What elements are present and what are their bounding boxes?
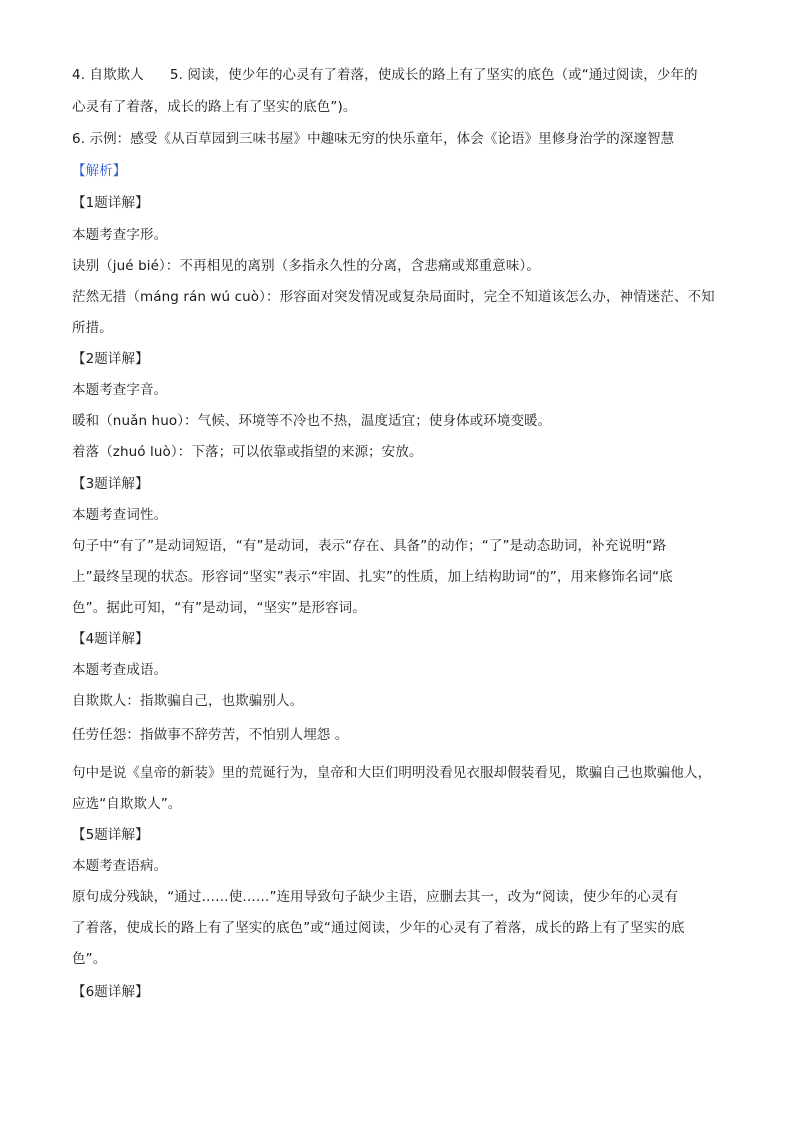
q6-heading: 【6题详解】 (72, 984, 149, 1000)
q1-intro: 本题考查字形。 (72, 227, 168, 243)
analysis-label: 【解析】 (72, 163, 127, 179)
q2-intro: 本题考查字音。 (72, 382, 168, 398)
q5-line1: 原句成分残缺，“通过……使……”连用导致句子缺少主语，应删去其一，改为“阅读，使少年的心灵有 (72, 889, 679, 905)
q4-line1: 自欺欺人：指欺骗自己，也欺骗别人。 (72, 693, 304, 709)
q5-line2: 了着落，使成长的路上有了坚实的底色”或“通过阅读，少年的心灵有了着落，成长的路上有了坚实的底 (72, 920, 685, 936)
q5-line3: 色”。 (72, 951, 107, 967)
q3-line2: 上”最终呈现的状态。形容词“坚实”表示“牢固、扎实”的性质，加上结构助词“的”，用来修饰名词“底 (72, 569, 673, 585)
q2-line2: 着落（zhuó luò）：下落；可以依靠或指望的来源；安放。 (72, 444, 423, 460)
q1-line2: 茫然无措（máng rán wú cuò）：形容面对突发情况或复杂局面时，完全不知道该怎么办，神情迷茫、不知 (72, 289, 715, 305)
q2-heading: 【2题详解】 (72, 351, 149, 367)
q3-intro: 本题考查词性。 (72, 507, 168, 523)
answer-6: 6. 示例：感受《从百草园到三味书屋》中趣味无穷的快乐童年，体会《论语》里修身治学的深邃智慧 (72, 131, 675, 147)
q4-line2: 任劳任怨：指做事不辞劳苦，不怕别人埋怨 。 (72, 727, 349, 743)
q1-heading: 【1题详解】 (72, 195, 149, 211)
q1-line1: 诀别（jué bié）：不再相见的离别（多指永久性的分离，含悲痛或郑重意味）。 (72, 258, 540, 274)
q4-line3: 句中是说《皇帝的新装》里的荒诞行为，皇帝和大臣们明明没看见衣服却假装看见，欺骗自己也欺骗他人， (72, 765, 712, 781)
answer-line-4-5 (72, 66, 698, 84)
q3-line1: 句子中“有了”是动词短语，“有”是动词，表示“存在、具备”的动作；“了”是动态助词，补充说明“路 (72, 538, 667, 554)
q4-heading: 【4题详解】 (72, 631, 149, 647)
q5-heading: 【5题详解】 (72, 827, 149, 843)
q2-line1: 暖和（nuǎn huo）：气候、环境等不冷也不热，温度适宜；使身体或环境变暖。 (72, 413, 552, 429)
q1-line3: 所措。 (72, 320, 113, 336)
q4-intro: 本题考查成语。 (72, 662, 168, 678)
q5-intro: 本题考查语病。 (72, 858, 168, 874)
q3-line3: 色”。据此可知，“有”是动词，“坚实”是形容词。 (72, 600, 366, 616)
answer-5-continued: 心灵有了着落，成长的路上有了坚实的底色”)。 (72, 99, 357, 115)
q4-line4: 应选“自欺欺人”。 (72, 796, 182, 812)
answer-4: 4. 自欺欺人 (72, 67, 144, 83)
q3-heading: 【3题详解】 (72, 476, 149, 492)
answer-5: 5. 阅读，使少年的心灵有了着落，使成长的路上有了坚实的底色（或“通过阅读，少年的 (169, 67, 698, 83)
